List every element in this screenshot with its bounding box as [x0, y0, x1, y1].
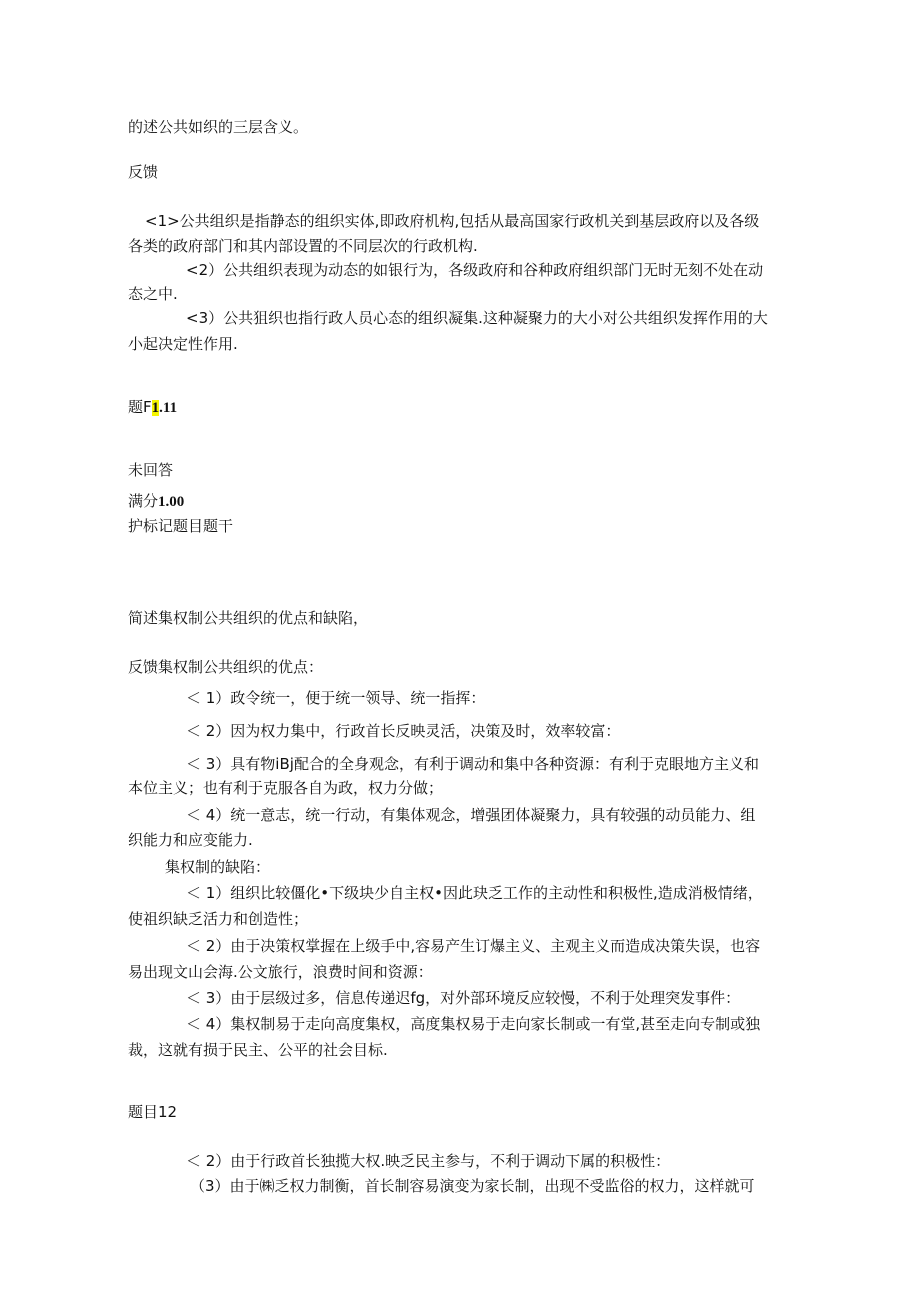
question-score: [128, 491, 184, 512]
question-number-highlight: 1: [151, 400, 160, 416]
question-title-prefix: 题F: [128, 398, 152, 416]
defect-line: 使祖织缺乏活力和创造性；: [128, 910, 309, 928]
question-12-line: ＜ 2）由于行政首长独揽大权.映乏民主参与，不利于调动下属的积极性：: [186, 1152, 671, 1170]
defect-line: 易出现文山会海.公文旅行，浪费时间和资源：: [128, 963, 433, 981]
answer-item-1-line-2: 各类的政府部门和其内部设置的不同层次的行政机构.: [128, 237, 478, 255]
question-stem: 简述集权制公共组织的优点和缺陷，: [128, 609, 369, 627]
intro-line: 的述公共如织的三层含义。: [128, 118, 309, 136]
defect-line: ＜ 3）由于层级过多，信息传递迟fg，对外部环境反应较慢，不利于处理突发事件：: [186, 989, 741, 1007]
score-label: 满分: [128, 492, 159, 510]
question-11-title: [128, 397, 177, 418]
advantage-line: 本位主义；也有利于克服各自为政，权力分做；: [128, 779, 444, 797]
defect-line: ＜ 1）组织比较僵化•下级块少自主权•因此玦乏工作的主动性和积极性,造成消极情绪，: [186, 884, 763, 902]
defect-line: ＜ 4）集权制易于走向高度集权，高度集权易于走向家长制或一有堂,甚至走向专制或独: [186, 1015, 761, 1033]
advantage-line: ＜ 4）统一意志，统一行动，有集体观念，增强团体凝聚力，具有较强的动员能力、组: [186, 806, 756, 824]
question-status: 未回答: [128, 461, 174, 479]
question-number-rest: .11: [159, 400, 178, 416]
defect-line: ＜ 2）由于决策权掌握在上级手中,容易产生订爆主义、主观主义而造成决策失误，也容: [186, 937, 761, 955]
question-12-line: （3）由于㈱乏权力制衡，首长制容易演变为家长制，出现不受监俗的权力，这样就可: [190, 1177, 755, 1195]
defect-line: 裁，这就有损于民主、公平的社会目标.: [128, 1041, 388, 1059]
answer-item-3-line-1: <3）公共狙织也指行政人员心态的组织凝集.这种凝聚力的大小对公共组织发挥作用的大: [186, 309, 768, 327]
advantage-line: ＜ 2）因为权力集中，行政首长反映灵活，决策及时，效率较富：: [186, 722, 621, 740]
answer-item-2-line-1: <2）公共组织表现为动态的如银行为，各级政府和谷种政府组织部门无时无刻不处在动: [186, 261, 764, 279]
flag-question-link[interactable]: 护标记题目题干: [128, 517, 234, 535]
advantages-heading: 反馈集权制公共组织的优点：: [128, 658, 324, 676]
answer-item-1-line-1: <1>公共组织是指静态的组织实体,即政府机构,包括从最高国家行政机关到基层政府以及各级: [145, 212, 760, 230]
defects-heading: 集权制的缺陷：: [165, 858, 271, 876]
question-12-title: 题目12: [128, 1103, 178, 1121]
answer-item-2-line-2: 态之中.: [128, 285, 178, 303]
answer-item-3-line-2: 小起决定性作用.: [128, 335, 238, 353]
advantage-line: ＜ 3）具有物iBj配合的全身观念，有利于调动和集中各种资源：有利于克眼地方主义和: [186, 755, 759, 773]
advantage-line: 织能力和应变能力.: [128, 831, 253, 849]
feedback-label: 反馈: [128, 163, 159, 181]
score-value: 1.00: [158, 494, 185, 510]
advantage-line: ＜ 1）政令统一，便于统一领导、统一指挥：: [186, 689, 486, 707]
